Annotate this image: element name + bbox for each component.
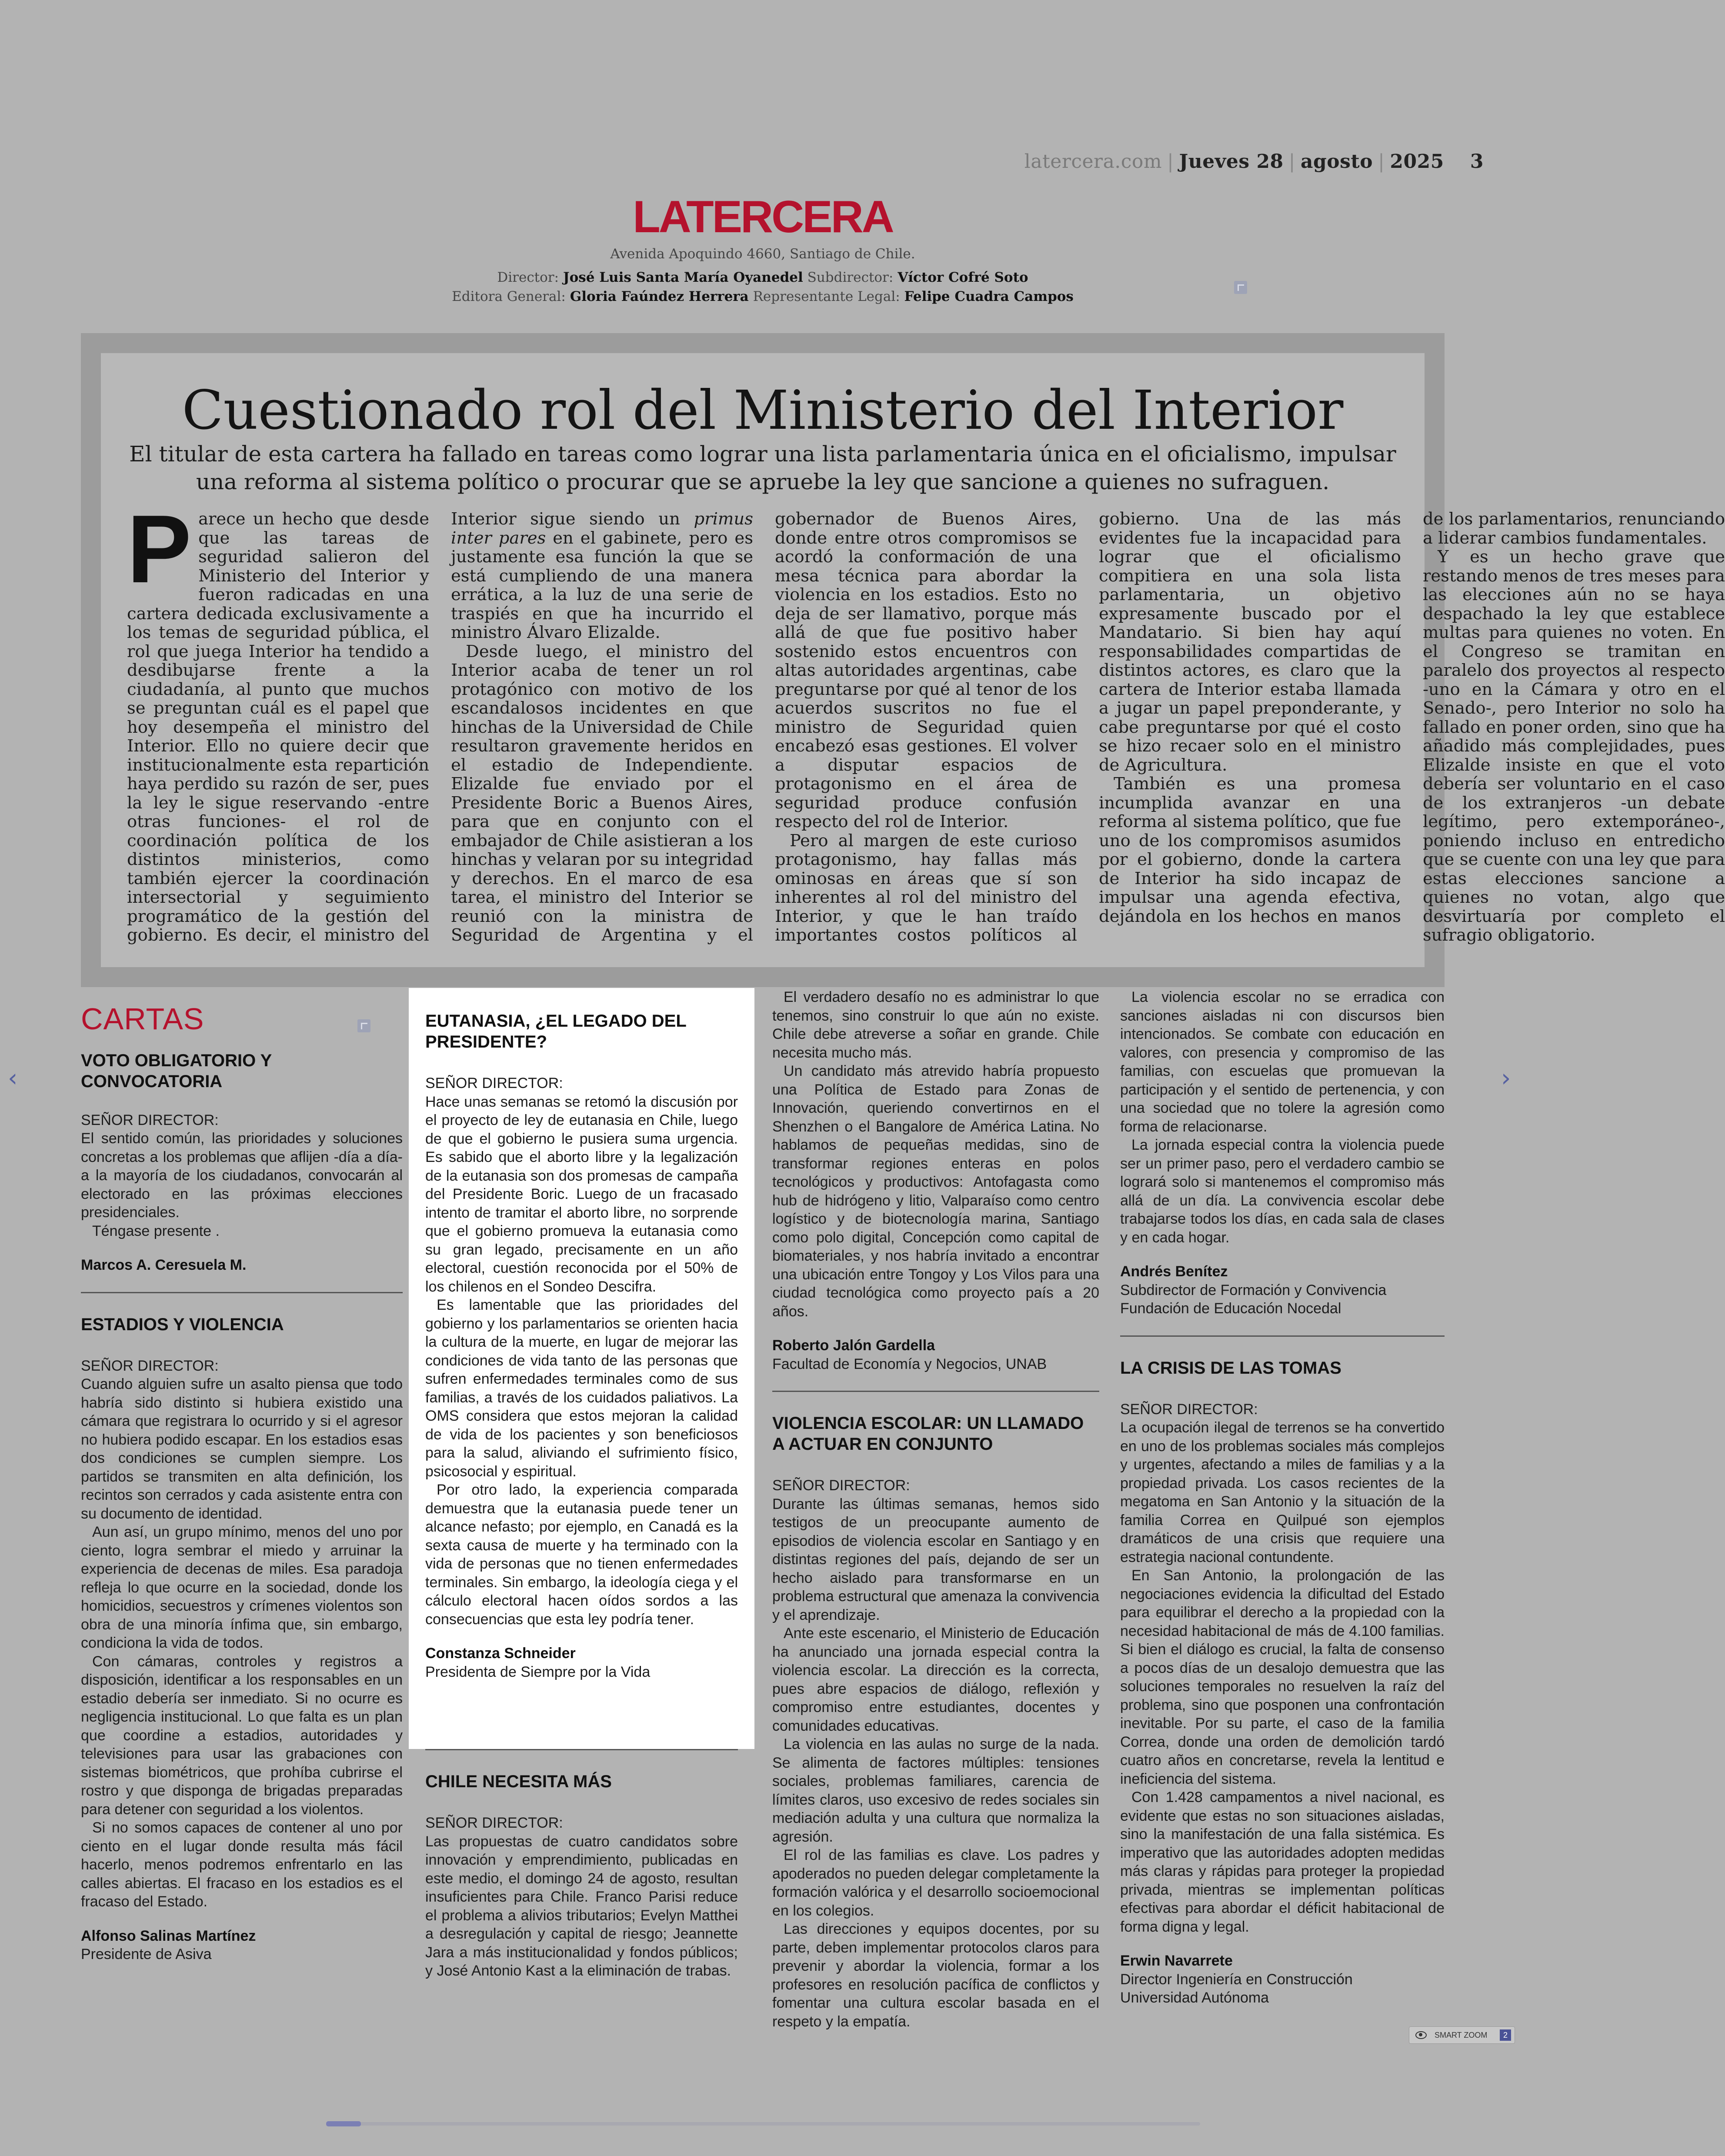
editorial-paragraph: Parece un hecho que desde que las tareas de seguridad salieron del Ministerio del Interior y fueron radicadas en una cartera dedicada exclusivamente a los temas de seguridad pública, el rol que juega Interior ha tendido a desdibujarse frente a la ciudadanía, al punto que muchos se preguntan cuál es el papel que hoy desempeña el ministro del Interior. Ello no quiere decir que institucionalmente esta repartición haya perdido su razón de ser, pues la ley le sigue reservando -entre otras funciones- el rol de coordinación política de los distintos ministerios, como también ejercer la coordinación intersectorial y seguimiento programático de la gestión del gobierno. Es decir, el ministro del Interior sigue siendo un primus inter pares en el gabinete, pero es justamente esa función la que se está cumpliendo de una manera errática, a la luz de una serie de traspiés en que ha incurrido el ministro Álvaro Elizalde. [127, 495, 753, 945]
letter-author-role: Facultad de Economía y Negocios, UNAB [772, 1355, 1047, 1372]
letter-author: Andrés Benítez [1120, 1263, 1228, 1280]
editorial-paragraph: Y es un hecho grave que restando menos de tres meses para las elecciones aún no se haya despachado la ley que establece multas para quienes no voten. En el Congreso se tramitan en paralelo dos proyectos al respecto -uno en la Cámara y otro en el Senado-, pero Interior no solo ha fallado en poner orden, sino que ha añadido más complejidades, pues Elizalde insiste en que el voto debería ser voluntario en el caso de los extranjeros -un debate legítimo, pero extemporáneo-, poniendo incluso en entredicho que se cuente con una ley que para estas elecciones sancione a quienes no votan, algo que desvirtuaría por completo el sufragio obligatorio. [1423, 547, 1725, 945]
letter-paragraph: Con cámaras, controles y registros a disposición, identificar a los responsables en un estadio debería ser inmediato. Si no ocurre es negligencia institucional. Lo que falta es un plan que coordine a estadios, autoridades y televisiones para usar las grabaciones con sistemas biométricos, que prohíba cubrirse el rostro y que disponga de brigadas preparadas para detener con seguridad a los violentos. [81, 1653, 403, 1818]
letter-author: Marcos A. Ceresuela M. [81, 1257, 247, 1273]
editorial-paragraph: Pero al margen de este curioso protagonismo, hay fallas más ominosas en áreas que sí son inherentes al rol del ministro del Interior, y que le han traído importantes costos políticos al gobierno. Una de las más evidentes fue la incapacidad para lograr que el oficialismo compitiera en una sola lista parlamentaria, un objetivo expresamente buscado por el Mandatario. Si bien hay aquí responsabilidades compartidas de distintos actores, es claro que la cartera de Interior estaba llamada a jugar un papel preponderante, y cabe preguntarse por qué el costo se hizo recaer solo en el ministro de Agricultura. [775, 509, 1401, 945]
letter-author: Roberto Jalón Gardella [772, 1337, 935, 1354]
letters-column-1 [81, 988, 403, 1964]
expand-icon[interactable] [1234, 281, 1247, 294]
page-scrollbar-track[interactable] [326, 2122, 1200, 2126]
section-title: CARTAS [81, 1002, 204, 1036]
letter-paragraph: En San Antonio, la prolongación de las negociaciones evidencia la dificultad del Estado para equilibrar el derecho a la propiedad con la necesidad habitacional de más de 4.100 familias. Si bien el diálogo es crucial, la falta de consenso a pocos días de un desalojo demuestra que las soluciones temporales no resuelven la raíz del problema, sino que posponen una confrontación inevitable. Por su parte, el caso de la familia Correa, donde una orden de demolición tardó cuatro años en concretarse, revela la lentitud e ineficiencia del sistema. [1120, 1567, 1445, 1787]
letter-author-role: Presidenta de Siempre por la Vida [425, 1663, 651, 1680]
letter-paragraph: Hace unas semanas se retomó la discusión por el proyecto de ley de eutanasia en Chile, luego de que el gobierno le pusiera suma urgencia. Es sabido que el aborto libre y la legalización de la eutanasia son dos promesas de campaña del Presidente Boric. Luego de un fracasado intento de tramitar el aborto libre, no sorprende que el gobierno promueva la eutanasia como su gran legado, precisamente en un año electoral, cuestión reconocida por el 50% de los chilenos en el Sondeo Descifra. [425, 1093, 738, 1295]
letter-paragraph: Las direcciones y equipos docentes, por su parte, deben implementar protocolos claros para prevenir y abordar la violencia, formar a los profesores en resolución pacífica de conflictos y fomentar una cultura escolar basada en el respeto y la empatía. [772, 1921, 1099, 2030]
letter-paragraph: La ocupación ilegal de terrenos se ha convertido en uno de los problemas sociales más complejos y urgentes, afectando a miles de familias y a la propiedad privada. Los casos recientes de la megatoma en San Antonio y la situación de la familia Correa en Quilpué son ejemplos dramáticos de una crisis que requiere una estrategia nacional contundente. [1120, 1419, 1445, 1565]
letter-title: VOTO OBLIGATORIO Y CONVOCATORIA [81, 1051, 272, 1091]
page-number: 3 [1470, 150, 1484, 173]
letter-author: Erwin Navarrete [1120, 1952, 1233, 1969]
letter-paragraph: Cuando alguien sufre un asalto piensa que todo habría sido distinto si hubiera existido una cámara que registrara lo ocurrido y si el agresor no hubiera podido escapar. En los estadios esas dos condiciones se cumplen siempre. Los partidos se transmiten en alta definición, los recintos son cerrados y cada asistente entra con su documento de identidad. [81, 1376, 403, 1522]
letter-author: Alfonso Salinas Martínez [81, 1927, 256, 1944]
letter-title: LA CRISIS DE LAS TOMAS [1120, 1358, 1341, 1378]
address: Avenida Apoquindo 4660, Santiago de Chile. [610, 246, 915, 262]
divider [81, 1292, 403, 1293]
letter-author-role: Universidad Autónoma [1120, 1989, 1269, 2006]
letters-column-4 [1120, 988, 1445, 2007]
drop-cap: P [127, 495, 192, 603]
letter-paragraph: Con 1.428 campamentos a nivel nacional, es evidente que estas no son situaciones aisladas, sino la manifestación de una falla sistémica. Es imperativo que las autoridades adopten medidas más claras y rápidas para proteger la propiedad privada, mientras se implementan políticas efectivas para abordar el déficit habitacional de forma digna y legal. [1120, 1789, 1445, 1935]
letter-paragraph: Es lamentable que las prioridades del gobierno y los parlamentarios se orienten hacia la cultura de la muerte, en lugar de mejorar las condiciones de vida tanto de las personas que sufren enfermedades terminales como de sus familias, a través de los cuidados paliativos. La OMS considera que estos mejoran la calidad de vida de los pacientes y son beneficiosos para la salud, aliviando el sufrimiento físico, psicosocial y espiritual. [425, 1297, 738, 1480]
letter-paragraph: Aun así, un grupo mínimo, menos del uno por ciento, logra sembrar el miedo y arruinar la experiencia de decenas de miles. Esa paradoja refleja lo que ocurre en la sociedad, donde los homicidios, secuestros y crímenes violentos son obra de una minoría ínfima que, sin embargo, condiciona la vida de todos. [81, 1524, 403, 1651]
page-scrollbar-thumb[interactable] [326, 2121, 361, 2126]
letter-paragraph: Un candidato más atrevido habría propuesto una Política de Estado para Zonas de Innovación, queriendo convertirnos en el Shenzhen o el Bangalore de América Latina. No hablamos de pequeñas medidas, sino de transformar regiones enteras en polos tecnológicos y productivos: Antofagasta como hub de hidrógeno y litio, Valparaíso como centro logístico y de biotecnología marina, Santiago como polo digital, Concepción como capital de biomateriales, y nos habría invitado a encontrar una ubicación entre Tongoy y Los Vilos para una ciudad tecnológica como proyecto país a 20 años. [772, 1063, 1099, 1320]
letters-column-2-lower [409, 1749, 754, 1980]
divider [1120, 1335, 1445, 1337]
letter-paragraph: Las propuestas de cuatro candidatos sobre innovación y emprendimiento, publicadas en este medio, el domingo 24 de agosto, resultan insuficientes para Chile. Franco Parisi reduce el problema a alivios tributarios; Evelyn Matthei a desregulación y capital de riesgo; Jeannette Jara a más institucionalidad y fondos públicos; y José Antonio Kast a la eliminación de trabas. [425, 1833, 738, 1979]
day: Jueves 28 [1179, 150, 1284, 173]
salutation: SEÑOR DIRECTOR: [1120, 1401, 1258, 1418]
date-line: latercera.com | Jueves 28 | agosto | 2025 3 [1024, 150, 1484, 173]
salutation: SEÑOR DIRECTOR: [425, 1075, 563, 1091]
salutation: SEÑOR DIRECTOR: [81, 1357, 219, 1374]
letter-paragraph: El sentido común, las prioridades y soluciones concretas a los problemas que aflijen -día a día- a la mayoría de los ciudadanos, convocarán al electorado en las próximas elecciones presidenciales. [81, 1130, 403, 1221]
letters-column-2 [409, 988, 754, 1749]
letter-title: EUTANASIA, ¿EL LEGADO DEL PRESIDENTE? [425, 1011, 687, 1051]
letter-author: Constanza Schneider [425, 1645, 576, 1662]
letter-title: ESTADIOS Y VIOLENCIA [81, 1315, 284, 1334]
letter-paragraph: La violencia en las aulas no surge de la nada. Se alimenta de factores múltiples: tensiones sociales, problemas familiares, carencia de límites claros, uso excesivo de redes sociales sin mediación adulta y una cultura que normaliza la agresión. [772, 1736, 1099, 1845]
letters-column-3 [772, 988, 1099, 2031]
letter-title: VIOLENCIA ESCOLAR: UN LLAMADO A ACTUAR EN CONJUNTO [772, 1414, 1084, 1454]
editorial [101, 353, 1725, 967]
letter-paragraph: El verdadero desafío no es administrar lo que tenemos, sino construir lo que aún no existe. Chile debe atreverse a soñar en grande. Chile necesita mucho más. [772, 989, 1099, 1061]
staff-line-1: Director: José Luis Santa María Oyanedel Subdirector: Víctor Cofré Soto [497, 270, 1028, 285]
editorial-paragraph: También es una promesa incumplida avanzar en una reforma al sistema político, que fue uno de los compromisos asumidos por el gobierno, donde la cartera de Interior ha sido incapaz de impulsar una agenda efectiva, dejándola en los hechos en manos de los parlamentarios, renunciando a liderar cambios fundamentales. [1099, 509, 1725, 926]
letter-paragraph: Si no somos capaces de contener al uno por ciento en el lugar donde resulta más fácil hacerlo, menos podremos enfrentarlo en las calles abiertas. El fracaso en los estadios es el fracaso del Estado. [81, 1819, 403, 1910]
editorial-body [127, 495, 1725, 953]
letter-paragraph: La violencia escolar no se erradica con sanciones aisladas ni con discursos bien intencionados. Se combate con educación en valores, con presencia y compromiso de las familias, con escuelas que promuevan la participación y el sentido de pertenencia, y con una sociedad que no tolere la agresión como forma de relacionarse. [1120, 989, 1445, 1135]
month: agosto [1301, 150, 1373, 173]
letter-paragraph: La jornada especial contra la violencia puede ser un primer paso, pero el verdadero cambio se logrará solo si mantenemos el compromiso más allá de un día. La convivencia escolar debe trabajarse todos los días, en cada sala de clases y en cada hogar. [1120, 1137, 1445, 1246]
letter-title: CHILE NECESITA MÁS [425, 1772, 612, 1791]
letter-paragraph: El rol de las familias es clave. Los padres y apoderados no pueden delegar completamente la formación valórica y el desarrollo socioemocional en los colegios. [772, 1847, 1099, 1919]
site-name[interactable]: latercera.com [1024, 150, 1162, 173]
editorial-paragraph: Desde luego, el ministro del Interior acaba de tener un rol protagónico con motivo de los escandalosos incidentes en que hinchas de la Universidad de Chile resultaron gravemente heridos en el estadio de Independiente. Elizalde fue enviado por el Presidente Boric a Buenos Aires, para que en conjunto con el embajador de Chile asistieran a los hinchas y velaran por su integridad y derechos. En el marco de esa tarea, el ministro del Interior se reunió con la ministra de Seguridad de Argentina y el gobernador de Buenos Aires, donde entre otros compromisos se acordó la conformación de una mesa técnica para abordar la violencia en los estadios. Esto no deja de ser llamativo, porque más allá de que fue positivo haber sostenido estos encuentros con altas autoridades argentinas, cabe preguntarse por qué al tenor de los acuerdos suscritos no fue el ministro de Seguridad quien encabezó esas gestiones. El volver a disputar espacios de protagonismo en el área de seguridad produce confusión respecto del rol de Interior. [451, 509, 1077, 945]
logo: LATERCERA [633, 192, 893, 242]
year: 2025 [1390, 150, 1444, 173]
expand-icon[interactable] [357, 1019, 370, 1032]
letter-paragraph: Ante este escenario, el Ministerio de Educación ha anunciado una jornada especial contra la violencia escolar. La dirección es la correcta, pues abre espacios de diálogo, reflexión y compromiso entre estudiantes, docentes y comunidades educativas. [772, 1625, 1099, 1734]
editorial-title: Cuestionado rol del Ministerio del Interior [182, 379, 1344, 442]
editorial-subtitle: El titular de esta cartera ha fallado en tareas como lograr una lista parlamentaria única en el oficialismo, impulsar una reforma al sistema político o procurar que se apruebe la ley que sancione a quienes no sufraguen. [129, 441, 1396, 494]
zoom-badge: 2 [1500, 2029, 1511, 2041]
staff-line-2: Editora General: Gloria Faúndez Herrera Representante Legal: Felipe Cuadra Campos [452, 289, 1074, 304]
salutation: SEÑOR DIRECTOR: [425, 1815, 563, 1831]
smart-zoom-label: SMART ZOOM [1435, 2031, 1488, 2039]
letter-author-role: Presidente de Asiva [81, 1946, 212, 1962]
letter-paragraph: Por otro lado, la experiencia comparada demuestra que la eutanasia puede tener un alcance nefasto; por ejemplo, en Canadá es la sexta causa de muerte y ha terminado con la vida de personas que no tienen enfermedades terminales. Sin embargo, la ideología ciega y el cálculo electoral hacen oídos sordos a las consecuencias que esta ley podría tener. [425, 1482, 738, 1628]
letter-author-role: Fundación de Educación Nocedal [1120, 1300, 1341, 1317]
chevron-right-icon[interactable]: › [1501, 1064, 1511, 1092]
salutation: SEÑOR DIRECTOR: [81, 1111, 219, 1128]
chevron-left-icon[interactable]: ‹ [8, 1064, 18, 1092]
letter-author-role: Subdirector de Formación y Convivencia [1120, 1282, 1387, 1298]
divider [425, 1749, 738, 1750]
divider [772, 1391, 1099, 1392]
letter-author-role: Director Ingeniería en Construcción [1120, 1971, 1353, 1988]
eye-icon [1415, 2031, 1427, 2039]
letter-paragraph: Durante las últimas semanas, hemos sido testigos de un preocupante aumento de episodios de violencia escolar en Santiago y en distintas regiones del país, dejando de ser un hecho aislado para transformarse en un problema estructural que amenaza la convivencia y el aprendizaje. [772, 1495, 1099, 1623]
salutation: SEÑOR DIRECTOR: [772, 1477, 910, 1494]
smart-zoom-button[interactable] [1409, 2026, 1515, 2044]
letter-paragraph: Téngase presente . [92, 1222, 220, 1239]
